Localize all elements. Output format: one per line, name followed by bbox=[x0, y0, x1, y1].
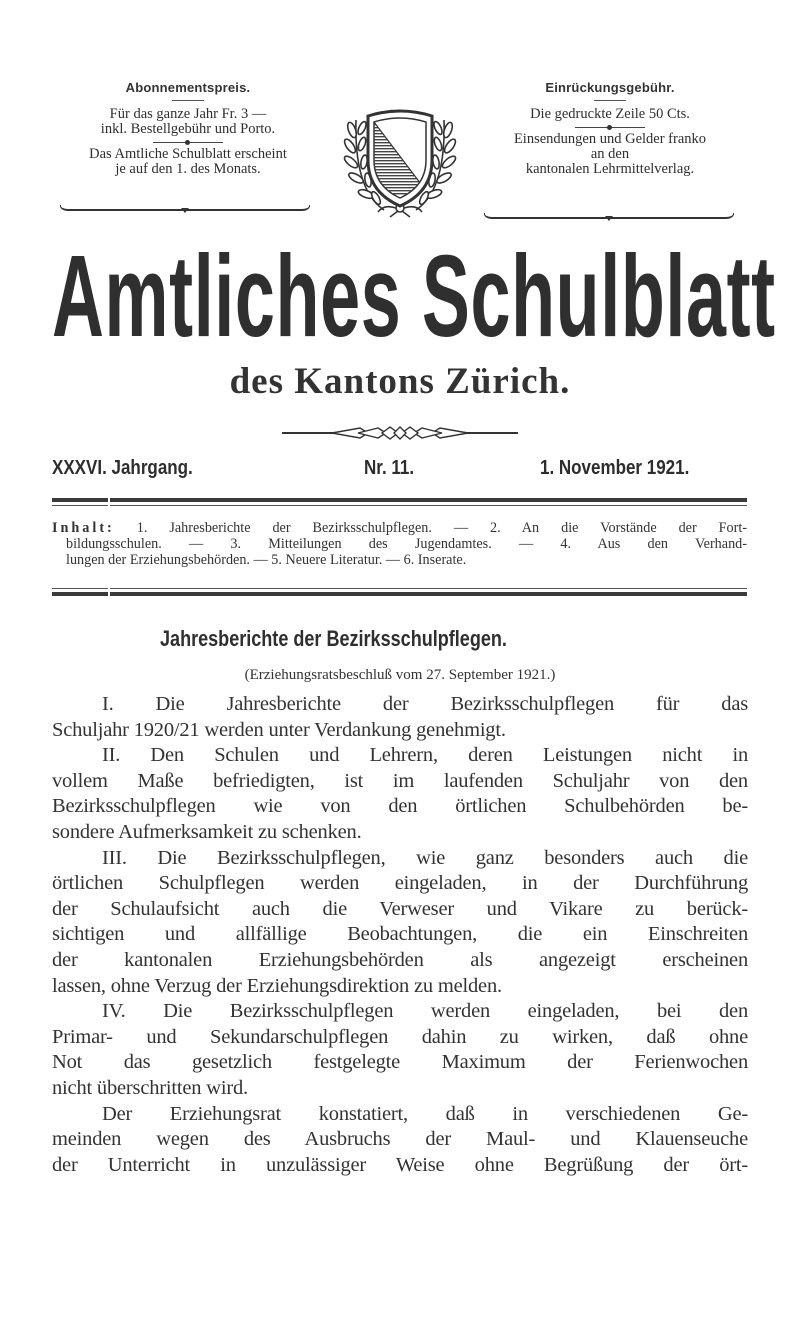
ornament-divider bbox=[575, 123, 645, 132]
table-of-contents bbox=[52, 520, 747, 568]
zurich-coat-of-arms-icon bbox=[338, 100, 462, 218]
toc-label: Inhalt: bbox=[52, 520, 115, 536]
divider bbox=[594, 100, 626, 101]
brace-divider-left bbox=[60, 205, 310, 213]
paragraph-3: III. Die Bezirksschulpflegen, wie ganz besonders auch die örtlichen Schulpflegen werden eingeladen, in der Durchführung der Schulaufsicht auch die Verweser und Vikare zu berück- sichtigen und allfällige Beobachtungen, die ein Einschreiten der kantonalen Erziehungsbehörden als angezeigt erscheinen lassen, ohne Verzug der Erziehungsdirektion zu melden. bbox=[52, 846, 748, 997]
article-title: Jahresberichte der Bezirksschulpflegen. bbox=[160, 626, 507, 651]
brace-divider-right bbox=[484, 213, 734, 221]
double-rule-bottom bbox=[52, 588, 747, 596]
divider bbox=[172, 100, 204, 101]
schedule-line-2: je auf den 1. des Monats. bbox=[115, 161, 261, 177]
paragraph-1: I. Die Jahresberichte der Bezirksschulpflegen für das Schuljahr 1920/21 werden unter Verdankung genehmigt. bbox=[52, 693, 748, 741]
advertising-heading: Einrückungsgebühr. bbox=[545, 80, 675, 95]
address-line-1: Einsendungen und Gelder franko bbox=[513, 131, 707, 147]
address-line-3: kantonalen Lehrmittelverlag. bbox=[525, 161, 695, 177]
ornamental-divider bbox=[282, 426, 518, 440]
paragraph-4: IV. Die Bezirksschulpflegen werden eingeladen, bei den Primar- und Sekundarschulpflegen dahin zu wirken, daß ohne Not das gesetzlich festgelegte Maximum der Ferienwochen nicht überschritten wird. bbox=[52, 1000, 748, 1099]
schedule-line-1: Das Amtliche Schulblatt erscheint bbox=[89, 146, 287, 162]
ornament-divider bbox=[153, 138, 223, 147]
paragraph-5: Der Erziehungsrat konstatiert, daß in verschiedenen Ge- meinden wegen des Ausbruchs der Maul- und Klauenseuche der Unterricht in unzulässiger Weise ohne Begrüßung der ört- bbox=[52, 1102, 748, 1176]
price-line-2: inkl. Bestellgebühr und Porto. bbox=[100, 121, 276, 137]
subscription-heading: Abonnementspreis. bbox=[125, 80, 251, 95]
price-line-1: Für das ganze Jahr Fr. 3 — bbox=[109, 106, 267, 122]
double-rule-top bbox=[52, 498, 747, 506]
issue-volume: XXXVI. Jahrgang. bbox=[52, 457, 193, 479]
paragraph-2: II. Den Schulen und Lehrern, deren Leistungen nicht in vollem Maße befriedigten, ist im laufenden Schuljahr von den Bezirksschulpflegen wie von den örtlichen Schulbehörden be- sondere Aufmerksamkeit zu schenken. bbox=[52, 744, 748, 843]
article-body bbox=[52, 692, 748, 1178]
toc-line-1: Inhalt: 1. Jahresberichte der Bezirksschulpflegen. — 2. An die Vorstände der Fort- bbox=[52, 520, 748, 536]
masthead-subtitle: des Kantons Zürich. bbox=[229, 361, 571, 402]
article-subtitle: (Erziehungsratsbeschluß vom 27. September 1921.) bbox=[244, 667, 556, 683]
issue-number: Nr. 11. bbox=[364, 457, 415, 479]
subscription-info bbox=[48, 80, 328, 177]
advertising-info bbox=[470, 80, 750, 177]
toc-line-3: lungen der Erziehungsbehörden. — 5. Neuere Literatur. — 6. Inserate. bbox=[66, 552, 467, 568]
masthead-title: Amtliches Schulblatt bbox=[52, 231, 776, 361]
line-price: Die gedruckte Zeile 50 Cts. bbox=[530, 106, 690, 122]
address-line-2: an den bbox=[590, 146, 630, 162]
issue-date: 1. November 1921. bbox=[540, 457, 690, 479]
toc-line-2: bildungsschulen. — 3. Mitteilungen des Jugendamtes. — 4. Aus den Verhand- bbox=[66, 536, 747, 552]
